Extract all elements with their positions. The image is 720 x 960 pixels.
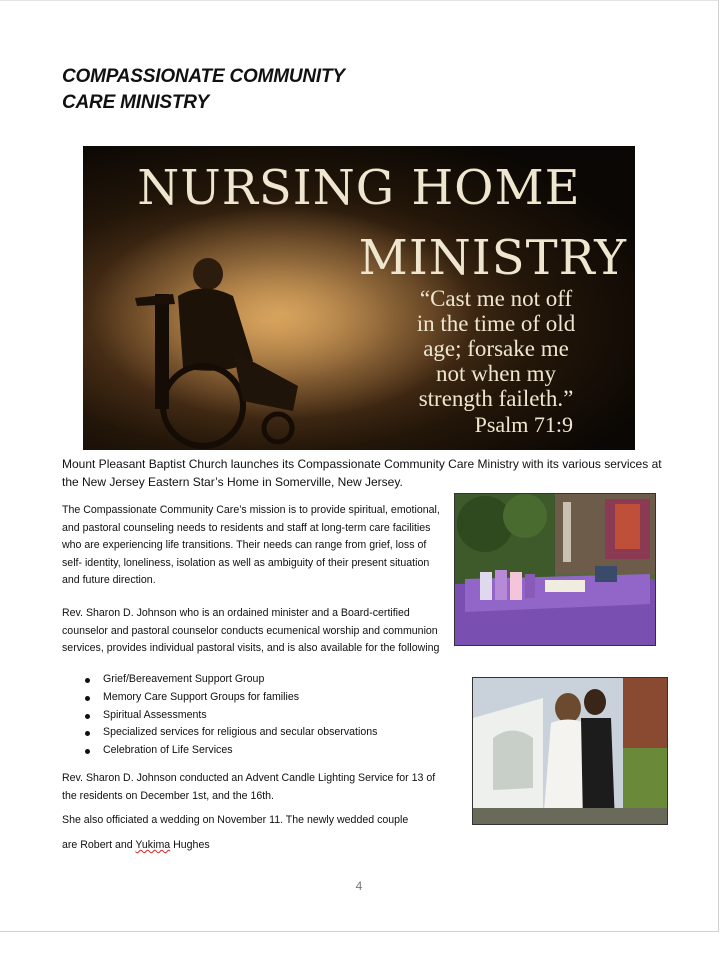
scripture-verse	[365, 286, 627, 411]
list-item: Grief/Bereavement Support Group	[82, 671, 377, 689]
page-title	[62, 64, 345, 116]
wedding-couple-image	[473, 678, 667, 824]
banner-title-line-2: MINISTRY	[358, 230, 627, 286]
couple-names-line	[62, 837, 444, 855]
communion-table-photo	[454, 493, 656, 646]
list-item: Specialized services for religious and secular observations	[82, 724, 377, 742]
couple-prefix: are Robert and	[62, 839, 136, 851]
misspelled-name: Yukima	[135, 839, 171, 851]
verse-line: in the time of old	[416, 311, 576, 336]
nursing-home-ministry-banner	[83, 146, 635, 450]
title-line-2: CARE MINISTRY	[62, 92, 209, 113]
services-list	[82, 671, 377, 760]
rev-johnson-paragraph: Rev. Sharon D. Johnson who is an ordained minister and a Board-certified counselor and pastoral counselor conducts ecumenical worship and communion services, provides individual pastoral visits, and is also available for the following	[62, 607, 440, 654]
wedding-paragraph: She also officiated a wedding on November 11. The newly wedded couple	[62, 814, 409, 826]
couple-suffix: Hughes	[170, 839, 210, 851]
wedding-photo	[472, 677, 668, 825]
list-item: Spiritual Assessments	[82, 707, 377, 725]
banner-title-line-1: NURSING HOME	[137, 160, 581, 216]
advent-service-paragraph: Rev. Sharon D. Johnson conducted an Advent Candle Lighting Service for 13 of the residents on December 1st, and the 16th.	[62, 772, 436, 802]
verse-line: not when my	[435, 361, 557, 386]
mission-paragraph: The Compassionate Community Care’s mission is to provide spiritual, emotional, and pastoral counseling needs to residents and staff at long-term care facilities who are experiencing life transitions. Their needs can range from grief, loss of self- identity, loneliness, isolation as well as ambiguity of their present situation and future direction.	[62, 504, 440, 586]
intro-paragraph: Mount Pleasant Baptist Church launches its Compassionate Community Care Ministry with its various services at the New Jersey Eastern Star’s Home in Somerville, New Jersey.	[62, 457, 662, 489]
verse-line: “Cast me not off	[419, 286, 573, 311]
verse-line: strength faileth.”	[418, 386, 574, 411]
verse-line: age; forsake me	[423, 336, 569, 361]
list-item: Celebration of Life Services	[82, 742, 377, 760]
list-item: Memory Care Support Groups for families	[82, 689, 377, 707]
candle-altar-image	[455, 494, 655, 645]
page-number: 4	[355, 879, 363, 893]
title-line-1: COMPASSIONATE COMMUNITY	[62, 66, 345, 87]
verse-reference: Psalm 71:9	[474, 412, 573, 437]
